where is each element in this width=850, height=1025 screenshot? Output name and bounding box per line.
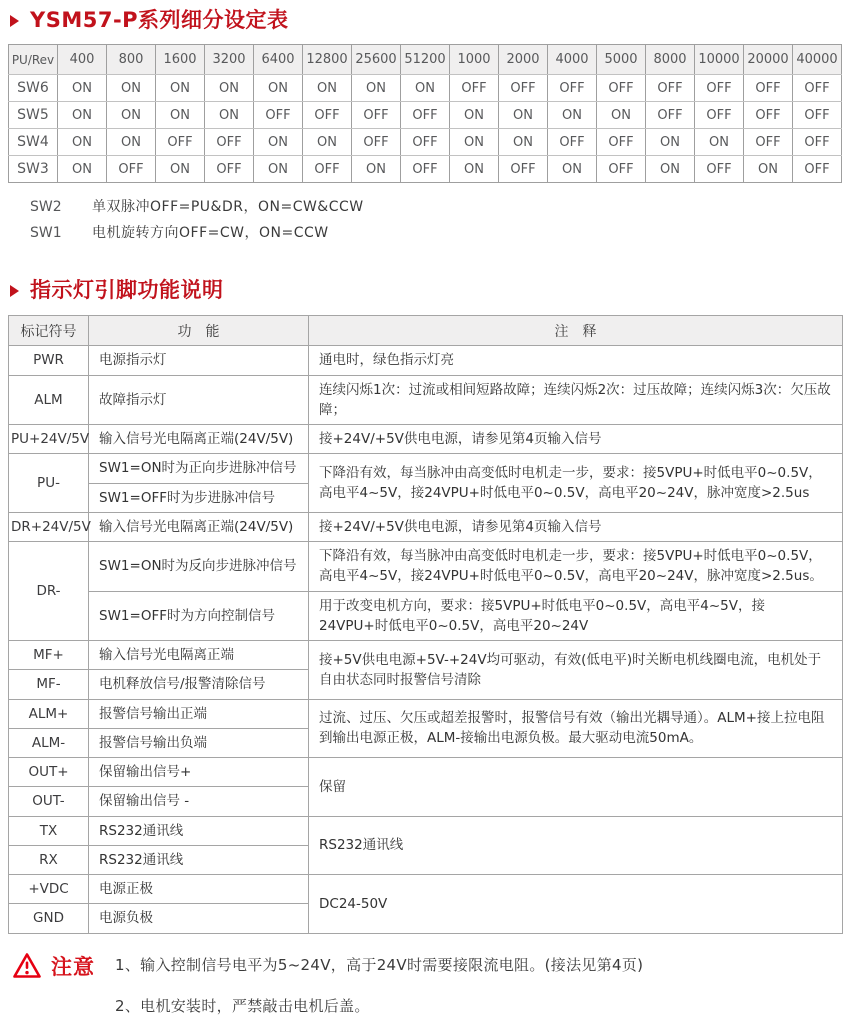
warning-triangle-icon — [12, 952, 42, 979]
pin-table-sym-cell: RX — [9, 845, 89, 874]
pin-table-func-cell: 保留输出信号 - — [89, 787, 309, 816]
switch-state-cell: ON — [450, 102, 499, 129]
notice-label: 注意 — [51, 954, 95, 979]
table-row — [9, 346, 843, 375]
switch-state-cell: ON — [254, 129, 303, 156]
pin-table-note-cell: 连续闪烁1次：过流或相间短路故障；连续闪烁2次：过压故障；连续闪烁3次：欠压故障； — [309, 375, 843, 425]
pin-table-note-cell: RS232通讯线 — [309, 816, 843, 875]
pin-table-sym-cell: PWR — [9, 346, 89, 375]
pulse-count-header-cell: 2000 — [499, 45, 548, 75]
pin-table-func-cell: 输入信号光电隔离正端 — [89, 641, 309, 670]
switch-state-cell: OFF — [793, 129, 842, 156]
pin-table-func-cell: SW1=OFF时为方向控制信号 — [89, 591, 309, 641]
pin-table-sym-cell: TX — [9, 816, 89, 845]
pin-table-note-cell: 保留 — [309, 758, 843, 817]
switch-label-cell: SW5 — [9, 102, 58, 129]
pulse-count-header-cell: 400 — [58, 45, 107, 75]
switch-state-cell: ON — [58, 156, 107, 183]
table-row — [9, 875, 843, 904]
switch-state-cell: ON — [352, 75, 401, 102]
pulse-count-header-cell: 25600 — [352, 45, 401, 75]
switch-state-cell: ON — [499, 129, 548, 156]
switch-state-cell: ON — [401, 75, 450, 102]
switch-state-cell: OFF — [695, 156, 744, 183]
switch-state-cell: ON — [744, 156, 793, 183]
switch-state-cell: OFF — [597, 129, 646, 156]
switch-note-text: 电机旋转方向OFF=CW，ON=CCW — [92, 225, 329, 242]
table-row — [9, 641, 843, 670]
switch-state-cell: ON — [205, 75, 254, 102]
switch-label-cell: SW3 — [9, 156, 58, 183]
table-row — [9, 75, 842, 102]
switch-state-cell: ON — [499, 102, 548, 129]
switch-state-cell: OFF — [401, 102, 450, 129]
pulse-count-header-cell: 800 — [107, 45, 156, 75]
switch-state-cell: OFF — [744, 102, 793, 129]
switch-state-cell: ON — [303, 75, 352, 102]
pulse-count-header-cell: 6400 — [254, 45, 303, 75]
table-row — [9, 758, 843, 787]
switch-state-cell: OFF — [793, 75, 842, 102]
switch-state-cell: ON — [156, 75, 205, 102]
table-row — [9, 129, 842, 156]
switch-state-cell: ON — [646, 156, 695, 183]
switch-state-cell: ON — [548, 156, 597, 183]
pin-table-sym-cell: OUT- — [9, 787, 89, 816]
switch-state-cell: ON — [156, 156, 205, 183]
switch-state-cell: OFF — [303, 156, 352, 183]
table-row — [9, 102, 842, 129]
triangle-bullet-icon — [10, 285, 19, 297]
switch-state-cell: OFF — [499, 156, 548, 183]
pin-table-sym-cell: ALM+ — [9, 699, 89, 728]
table-row — [9, 699, 843, 728]
switch-state-cell: ON — [107, 75, 156, 102]
switch-state-cell: OFF — [499, 75, 548, 102]
switch-state-cell: ON — [303, 129, 352, 156]
pin-function-table — [8, 315, 843, 933]
switch-state-cell: ON — [695, 129, 744, 156]
switch-state-cell: OFF — [205, 156, 254, 183]
switch-state-cell: OFF — [597, 75, 646, 102]
pulse-count-header-cell: 10000 — [695, 45, 744, 75]
pin-table-note-cell: 下降沿有效，每当脉冲由高变低时电机走一步，要求：接5VPU+时低电平0~0.5V，高电平4~5V，接24VPU+时低电平0~0.5V，高电平20~24V，脉冲宽度>2.5us — [309, 454, 843, 513]
pin-table-header-cell: 注 释 — [309, 316, 843, 346]
pin-table-note-cell: DC24-50V — [309, 875, 843, 934]
notice-item: 1、输入控制信号电平为5~24V，高于24V时需要接限流电阻。(接法见第4页) — [115, 955, 644, 974]
table-row — [9, 454, 843, 483]
table-row — [9, 425, 843, 454]
pin-table-note-cell: 接+24V/+5V供电电源，请参见第4页输入信号 — [309, 512, 843, 541]
switch-state-cell: OFF — [352, 129, 401, 156]
switch-note-label: SW2 — [30, 199, 62, 216]
switch-label-cell: SW4 — [9, 129, 58, 156]
switch-state-cell: OFF — [646, 102, 695, 129]
switch-state-cell: OFF — [646, 75, 695, 102]
pin-table-note-cell: 接+5V供电电源+5V-+24V均可驱动，有效(低电平)时关断电机线圈电流，电机处于自由状态同时报警信号清除 — [309, 641, 843, 700]
pulse-count-header-cell: 3200 — [205, 45, 254, 75]
switch-state-cell: OFF — [450, 75, 499, 102]
switch-state-cell: OFF — [156, 129, 205, 156]
pin-table-func-cell: SW1=ON时为反向步进脉冲信号 — [89, 542, 309, 592]
table-row — [9, 156, 842, 183]
pulse-count-header-cell: 1000 — [450, 45, 499, 75]
switch-state-cell: OFF — [695, 75, 744, 102]
switch-state-cell: OFF — [548, 129, 597, 156]
switch-state-cell: ON — [597, 102, 646, 129]
pin-table-sym-cell: PU- — [9, 454, 89, 513]
notice-heading — [12, 951, 95, 981]
pin-table-func-cell: 电机释放信号/报警清除信号 — [89, 670, 309, 699]
pin-table-sym-cell: DR+24V/5V — [9, 512, 89, 541]
notice-section — [12, 951, 850, 1016]
pin-table-func-cell: SW1=OFF时为步进脉冲信号 — [89, 483, 309, 512]
spacer — [0, 248, 850, 270]
table-row — [9, 542, 843, 592]
table-row — [9, 512, 843, 541]
pin-table-func-cell: 电源正极 — [89, 875, 309, 904]
pulse-count-header-cell: 5000 — [597, 45, 646, 75]
switch-state-cell: ON — [646, 129, 695, 156]
switch-state-cell: OFF — [303, 102, 352, 129]
switch-note-row — [30, 222, 850, 248]
switch-state-cell: ON — [254, 75, 303, 102]
pin-table-func-cell: 电源指示灯 — [89, 346, 309, 375]
pin-table-func-cell: 输入信号光电隔离正端(24V/5V) — [89, 512, 309, 541]
switch-notes — [30, 196, 850, 248]
switch-note-label: SW1 — [30, 225, 62, 242]
pin-table-note-cell: 用于改变电机方向，要求：接5VPU+时低电平0~0.5V，高电平4~5V，接24VPU+时低电平0~0.5V，高电平20~24V — [309, 591, 843, 641]
pin-table-note-cell: 接+24V/+5V供电电源，请参见第4页输入信号 — [309, 425, 843, 454]
switch-state-cell: OFF — [107, 156, 156, 183]
pin-table-header-cell: 功 能 — [89, 316, 309, 346]
pin-table-sym-cell: ALM- — [9, 728, 89, 757]
pin-table-sym-cell: OUT+ — [9, 758, 89, 787]
pin-table-func-cell: 电源负极 — [89, 904, 309, 933]
section-subdivision-title: YSM57-P系列细分设定表 — [30, 8, 289, 32]
pulse-count-header-cell: 20000 — [744, 45, 793, 75]
switch-state-cell: ON — [450, 156, 499, 183]
pin-table-header-cell: 标记符号 — [9, 316, 89, 346]
section-subdivision-header — [10, 0, 850, 33]
table-row — [9, 375, 843, 425]
table-row — [9, 591, 843, 641]
notice-item: 2、电机安装时，严禁敲击电机后盖。 — [115, 996, 370, 1015]
switch-label-cell: SW6 — [9, 75, 58, 102]
switch-state-cell: ON — [156, 102, 205, 129]
switch-note-text: 单双脉冲OFF=PU&DR，ON=CW&CCW — [92, 199, 364, 216]
section-pins-header — [10, 270, 850, 303]
pin-table-func-cell: RS232通讯线 — [89, 845, 309, 874]
switch-state-cell: OFF — [793, 156, 842, 183]
switch-state-cell: ON — [548, 102, 597, 129]
pulse-count-header-cell: 40000 — [793, 45, 842, 75]
pu-rev-header-cell: PU/Rev — [9, 45, 58, 75]
pin-table-sym-cell: MF+ — [9, 641, 89, 670]
switch-state-cell: ON — [107, 129, 156, 156]
switch-state-cell: OFF — [744, 75, 793, 102]
pin-table-sym-cell: ALM — [9, 375, 89, 425]
pin-table-note-cell: 下降沿有效，每当脉冲由高变低时电机走一步，要求：接5VPU+时低电平0~0.5V，高电平4~5V，接24VPU+时低电平0~0.5V，高电平20~24V，脉冲宽度>2.5us。 — [309, 542, 843, 592]
pin-table-sym-cell: MF- — [9, 670, 89, 699]
switch-state-cell: ON — [58, 129, 107, 156]
notice-items — [115, 951, 643, 1016]
switch-state-cell: ON — [352, 156, 401, 183]
pin-table-func-cell: 输入信号光电隔离正端(24V/5V) — [89, 425, 309, 454]
pulse-count-header-cell: 4000 — [548, 45, 597, 75]
switch-state-cell: ON — [58, 102, 107, 129]
switch-state-cell: OFF — [597, 156, 646, 183]
switch-state-cell: ON — [254, 156, 303, 183]
switch-state-cell: OFF — [352, 102, 401, 129]
switch-state-cell: OFF — [254, 102, 303, 129]
pin-table-func-cell: SW1=ON时为正向步进脉冲信号 — [89, 454, 309, 483]
switch-state-cell: ON — [205, 102, 254, 129]
pin-table-sym-cell: DR- — [9, 542, 89, 641]
pin-table-func-cell: 保留输出信号+ — [89, 758, 309, 787]
switch-state-cell: OFF — [793, 102, 842, 129]
switch-state-cell: ON — [450, 129, 499, 156]
switch-state-cell: OFF — [548, 75, 597, 102]
pin-table-func-cell: 报警信号输出正端 — [89, 699, 309, 728]
pin-table-func-cell: 报警信号输出负端 — [89, 728, 309, 757]
switch-state-cell: OFF — [401, 129, 450, 156]
pin-table-func-cell: RS232通讯线 — [89, 816, 309, 845]
pulse-count-header-cell: 12800 — [303, 45, 352, 75]
switch-state-cell: OFF — [401, 156, 450, 183]
section-pins-title: 指示灯引脚功能说明 — [30, 278, 224, 303]
switch-state-cell: ON — [107, 102, 156, 129]
triangle-bullet-icon — [10, 15, 19, 27]
pin-table-sym-cell: GND — [9, 904, 89, 933]
pulse-count-header-cell: 8000 — [646, 45, 695, 75]
switch-state-cell: OFF — [205, 129, 254, 156]
pin-table-sym-cell: +VDC — [9, 875, 89, 904]
switch-state-cell: ON — [58, 75, 107, 102]
pulse-count-header-cell: 51200 — [401, 45, 450, 75]
switch-note-row — [30, 196, 850, 222]
switch-state-cell: OFF — [744, 129, 793, 156]
pin-table-func-cell: 故障指示灯 — [89, 375, 309, 425]
pin-table-sym-cell: PU+24V/5V — [9, 425, 89, 454]
subdivision-setting-table — [8, 44, 842, 183]
pin-table-note-cell: 过流、过压、欠压或超差报警时，报警信号有效（输出光耦导通）。ALM+接上拉电阻到输出电源正极，ALM-接输出电源负极。最大驱动电流50mA。 — [309, 699, 843, 758]
table-row — [9, 816, 843, 845]
pin-table-note-cell: 通电时，绿色指示灯亮 — [309, 346, 843, 375]
switch-state-cell: OFF — [695, 102, 744, 129]
pulse-count-header-cell: 1600 — [156, 45, 205, 75]
